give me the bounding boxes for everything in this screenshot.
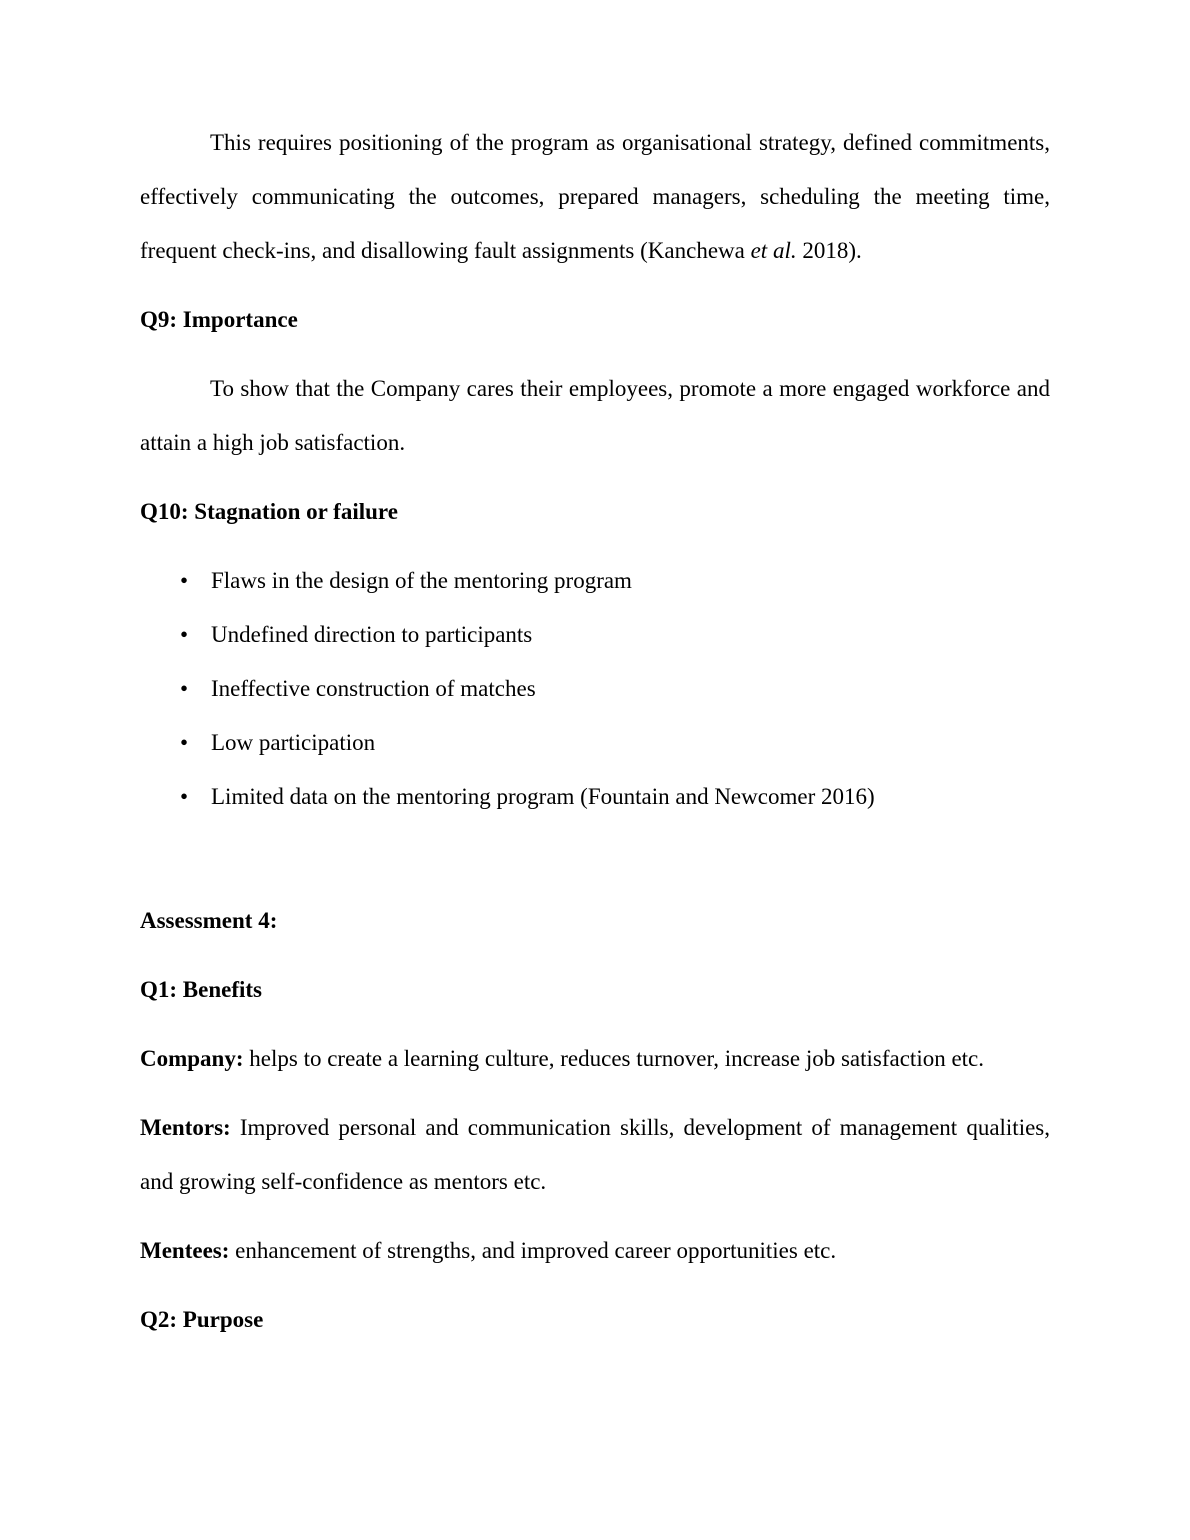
q10-bullet-list bbox=[140, 554, 1050, 824]
paragraph-intro-text: This requires positioning of the program as organisational strategy, defined commitments, effectively communicating the outcomes, prepared managers, scheduling the meeting time, frequent check-ins, and disallowing fault assignments (Kanchewa bbox=[140, 130, 1050, 263]
list-item: • Ineffective construction of matches bbox=[211, 662, 1050, 716]
paragraph-benefit-mentors bbox=[140, 1101, 1050, 1209]
heading-q1-benefits: Q1: Benefits bbox=[140, 977, 263, 1002]
list-item: • Low participation bbox=[211, 716, 1050, 770]
benefit-text-company: helps to create a learning culture, reduces turnover, increase job satisfaction etc. bbox=[243, 1046, 985, 1071]
heading-q2-purpose: Q2: Purpose bbox=[140, 1307, 264, 1332]
paragraph-benefit-company bbox=[140, 1032, 1050, 1086]
list-item: • Undefined direction to participants bbox=[211, 608, 1050, 662]
benefit-label-company: Company: bbox=[140, 1046, 244, 1071]
heading-q9-importance: Q9: Importance bbox=[140, 307, 298, 332]
heading-q10-stagnation: Q10: Stagnation or failure bbox=[140, 499, 398, 524]
benefit-label-mentors: Mentors: bbox=[140, 1115, 231, 1140]
paragraph-intro-tail: 2018). bbox=[796, 238, 862, 263]
heading-assessment-4: Assessment 4: bbox=[140, 908, 278, 933]
list-item: • Flaws in the design of the mentoring program bbox=[211, 554, 1050, 608]
benefit-text-mentees: enhancement of strengths, and improved career opportunities etc. bbox=[229, 1238, 837, 1263]
paragraph-intro bbox=[140, 116, 1050, 278]
paragraph-benefit-mentees bbox=[140, 1224, 1050, 1278]
paragraph-intro-italic-citation: et al. bbox=[750, 238, 797, 263]
paragraph-q9: To show that the Company cares their employees, promote a more engaged workforce and attain a high job satisfaction. bbox=[140, 376, 1050, 455]
benefit-text-mentors: Improved personal and communication skills, development of management qualities, and growing self-confidence as mentors etc. bbox=[140, 1115, 1050, 1194]
benefit-label-mentees: Mentees: bbox=[140, 1238, 230, 1263]
list-item: • Limited data on the mentoring program (Fountain and Newcomer 2016) bbox=[211, 770, 1050, 824]
